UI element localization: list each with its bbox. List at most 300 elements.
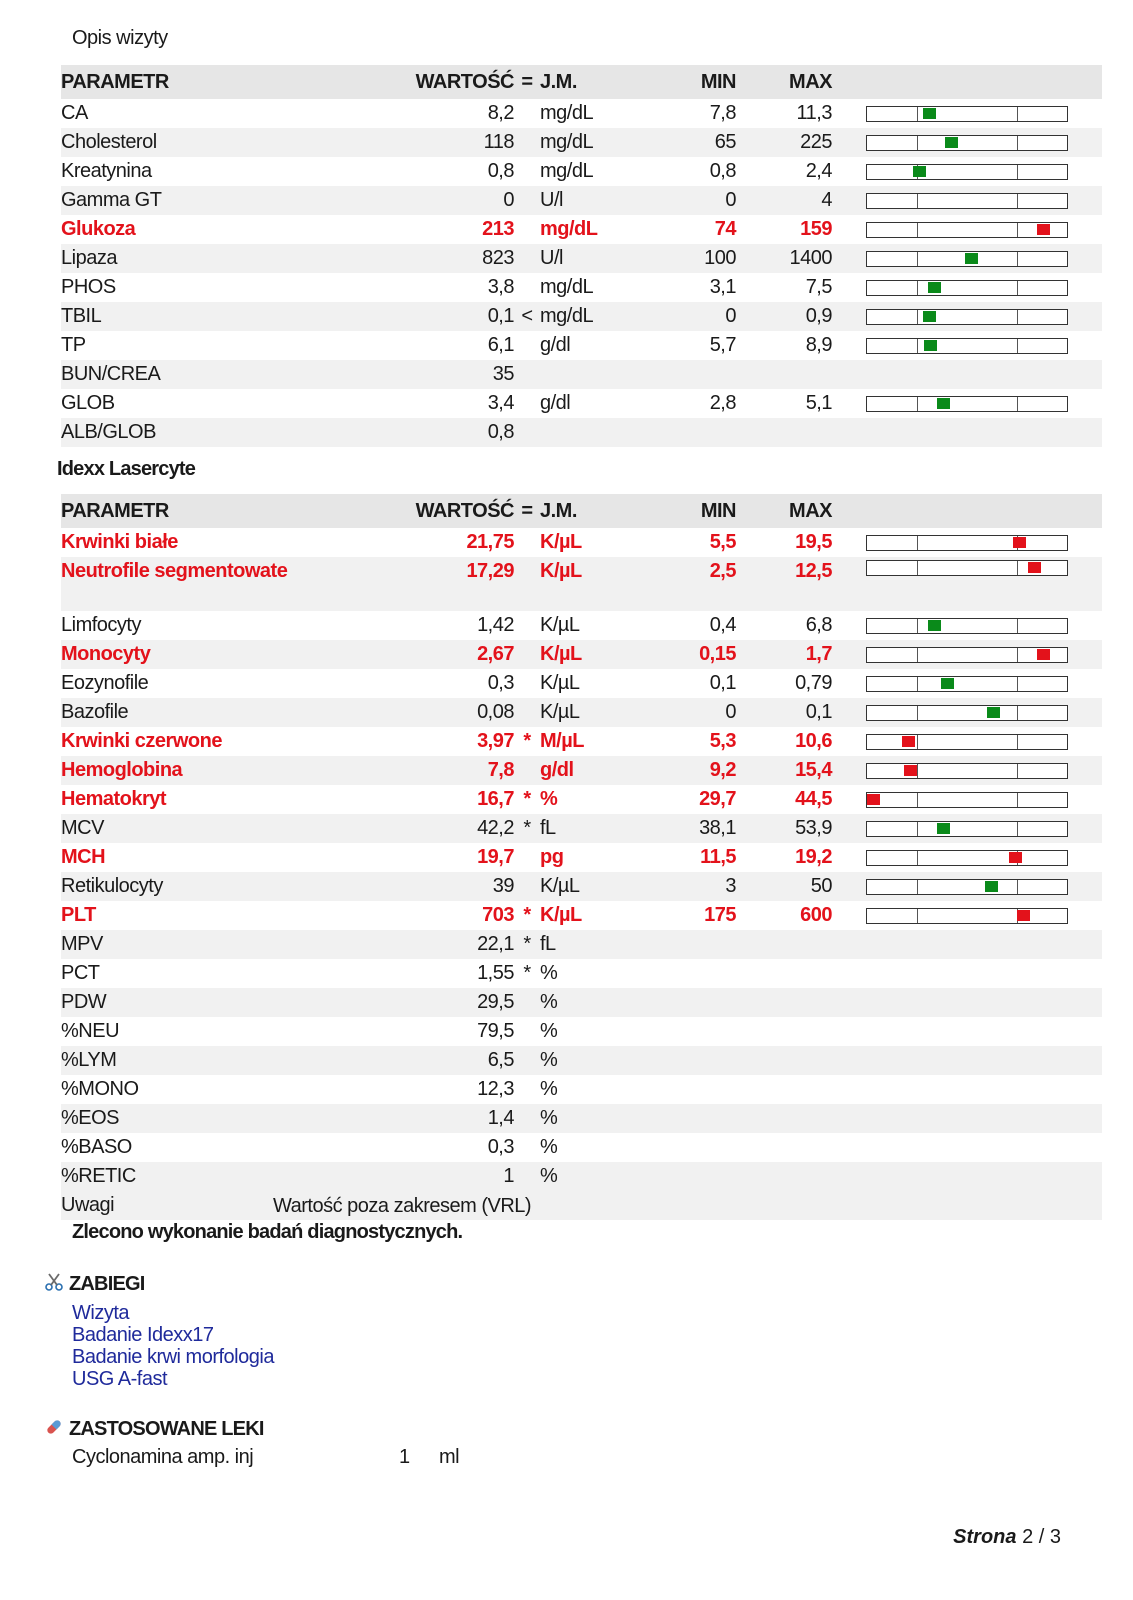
param-min: 175 — [704, 904, 736, 926]
range-marker — [985, 881, 998, 892]
param-unit: U/l — [540, 186, 630, 215]
table-header-row — [61, 494, 1102, 528]
range-marker — [937, 398, 950, 409]
param-unit: g/dl — [540, 756, 630, 785]
header-unit: J.M. — [540, 494, 630, 528]
range-min-tick — [917, 536, 918, 550]
param-name: PCT — [61, 962, 100, 984]
param-value: 118 — [341, 128, 514, 157]
param-min: 74 — [714, 218, 736, 240]
range-marker — [1037, 649, 1050, 660]
header-range — [832, 65, 1102, 99]
range-bar — [866, 618, 1068, 634]
param-unit: K/µL — [540, 557, 630, 611]
param-min: 0,4 — [709, 614, 736, 636]
param-max: 8,9 — [805, 334, 832, 356]
param-name: PLT — [61, 904, 96, 926]
table-row — [61, 99, 1102, 128]
param-name: MCH — [61, 846, 106, 868]
range-cell — [832, 1017, 1102, 1046]
procedure-item: Wizyta — [72, 1302, 129, 1324]
range-min-tick — [917, 310, 918, 324]
ordered-note: Zlecono wykonanie badań diagnostycznych. — [72, 1221, 463, 1243]
param-min: 9,2 — [630, 756, 736, 785]
param-value: 6,5 — [341, 1046, 514, 1075]
param-unit: pg — [540, 846, 564, 868]
range-max-tick — [1017, 706, 1018, 720]
param-max — [736, 1017, 832, 1046]
param-max: 159 — [800, 218, 832, 240]
param-value: 79,5 — [477, 1020, 514, 1042]
range-marker — [923, 108, 936, 119]
param-min: 0 — [630, 698, 736, 727]
param-max: 12,5 — [736, 557, 832, 611]
param-flag-symbol: * — [514, 814, 540, 843]
param-name: Retikulocyty — [61, 872, 341, 901]
param-flag-symbol — [514, 528, 540, 557]
page-total: 3 — [1049, 1526, 1061, 1548]
table-row — [61, 785, 1102, 814]
param-max — [736, 1104, 832, 1133]
table-row — [61, 1133, 1102, 1162]
header-eq: = — [514, 65, 540, 99]
param-unit: K/µL — [540, 698, 630, 727]
param-unit: K/µL — [540, 872, 630, 901]
param-name: CA — [61, 102, 88, 124]
param-unit: U/l — [540, 244, 630, 273]
param-flag-symbol — [514, 1017, 540, 1046]
range-max-tick — [1017, 880, 1018, 894]
param-min — [630, 1133, 736, 1162]
range-bar — [866, 647, 1068, 663]
procedure-item: Badanie krwi morfologia — [72, 1346, 274, 1368]
param-flag-symbol — [514, 360, 540, 389]
param-min — [630, 930, 736, 959]
param-max: 11,3 — [796, 102, 832, 124]
range-min-tick — [917, 281, 918, 295]
range-max-tick — [1017, 194, 1018, 208]
param-unit: % — [540, 1046, 630, 1075]
param-min: 5,5 — [709, 531, 736, 553]
param-flag-symbol — [514, 640, 540, 669]
param-unit: K/µL — [540, 614, 580, 636]
table-row — [61, 157, 1102, 186]
param-min — [630, 1046, 736, 1075]
range-cell — [832, 215, 1102, 244]
param-name: %LYM — [61, 1046, 341, 1075]
param-unit: % — [540, 988, 630, 1017]
param-flag-symbol — [514, 611, 540, 640]
param-min — [630, 1075, 736, 1104]
param-name: MCV — [61, 814, 341, 843]
table-row — [61, 756, 1102, 785]
param-name: Kreatynina — [61, 160, 152, 182]
param-min: 0 — [630, 302, 736, 331]
range-marker — [1009, 852, 1022, 863]
biochemistry-table — [61, 65, 1102, 447]
lasercyte-title: Idexx Lasercyte — [57, 458, 196, 480]
param-value: 19,7 — [477, 846, 514, 868]
range-min-tick — [917, 619, 918, 633]
table-row — [61, 1162, 1102, 1191]
range-cell — [832, 872, 1102, 901]
param-min — [630, 1017, 736, 1046]
range-bar — [866, 396, 1068, 412]
param-name: Bazofile — [61, 698, 341, 727]
range-max-tick — [1017, 136, 1018, 150]
range-cell — [832, 669, 1102, 698]
page-number — [953, 1526, 1061, 1549]
param-flag-symbol — [514, 418, 540, 447]
range-cell — [832, 1075, 1102, 1104]
range-cell — [832, 785, 1102, 814]
param-name: %NEU — [61, 1020, 120, 1042]
param-name: %RETIC — [61, 1162, 341, 1191]
param-min — [630, 360, 736, 389]
range-cell — [832, 611, 1102, 640]
table-row — [61, 1104, 1102, 1133]
param-flag-symbol — [514, 843, 540, 872]
header-range — [832, 494, 1102, 528]
param-value: 0,08 — [341, 698, 514, 727]
param-value: 17,29 — [341, 557, 514, 611]
range-cell — [832, 1046, 1102, 1075]
param-value: 0,3 — [487, 1136, 514, 1158]
param-value: 2,67 — [341, 640, 514, 669]
param-flag-symbol — [514, 389, 540, 418]
medication-row — [72, 1446, 459, 1469]
param-flag-symbol: * — [523, 962, 531, 984]
range-max-tick — [1017, 822, 1018, 836]
header-param: PARAMETR — [61, 65, 341, 99]
param-min — [630, 959, 736, 988]
range-cell — [832, 273, 1102, 302]
table-row — [61, 1046, 1102, 1075]
param-unit: % — [540, 1104, 630, 1133]
header-param: PARAMETR — [61, 494, 341, 528]
param-flag-symbol — [514, 1162, 540, 1191]
table-row — [61, 128, 1102, 157]
table-row — [61, 930, 1102, 959]
range-max-tick — [1017, 677, 1018, 691]
table-header-row — [61, 65, 1102, 99]
param-max — [736, 1162, 832, 1191]
range-cell — [832, 1104, 1102, 1133]
range-marker — [965, 253, 978, 264]
range-cell — [832, 360, 1102, 389]
param-unit — [540, 418, 630, 447]
range-cell — [832, 1162, 1102, 1191]
table-row — [61, 302, 1102, 331]
param-value: 6,1 — [487, 334, 514, 356]
range-marker — [1037, 224, 1050, 235]
range-max-tick — [1017, 252, 1018, 266]
range-bar — [866, 676, 1068, 692]
param-value: 7,8 — [341, 756, 514, 785]
table-row — [61, 872, 1102, 901]
param-name: MPV — [61, 930, 341, 959]
param-name: Glukoza — [61, 218, 136, 240]
param-max: 15,4 — [736, 756, 832, 785]
table-row — [61, 331, 1102, 360]
param-value: 0,1 — [341, 302, 514, 331]
range-cell — [832, 557, 1102, 611]
page-current: 2 — [1022, 1526, 1034, 1548]
param-max: 0,9 — [736, 302, 832, 331]
param-unit: g/dl — [540, 334, 571, 356]
param-unit: mg/dL — [540, 128, 630, 157]
range-marker — [913, 166, 926, 177]
param-flag-symbol — [514, 1046, 540, 1075]
range-cell — [832, 814, 1102, 843]
param-flag-symbol — [514, 698, 540, 727]
param-max: 6,8 — [805, 614, 832, 636]
param-unit — [540, 360, 630, 389]
param-name: Gamma GT — [61, 186, 341, 215]
param-value: 21,75 — [466, 531, 514, 553]
header-value: WARTOŚĆ — [341, 494, 514, 528]
param-min: 0,15 — [630, 640, 736, 669]
range-bar — [866, 251, 1068, 267]
param-max: 44,5 — [795, 788, 832, 810]
table-row — [61, 698, 1102, 727]
param-name: Neutrofile segmentowate — [61, 557, 341, 611]
param-unit: fL — [540, 814, 630, 843]
range-cell — [832, 128, 1102, 157]
param-min: 5,3 — [709, 730, 736, 752]
range-bar — [866, 309, 1068, 325]
param-name: Monocyty — [61, 640, 341, 669]
table-row — [61, 669, 1102, 698]
param-flag-symbol — [514, 756, 540, 785]
param-max: 225 — [736, 128, 832, 157]
table-row — [61, 244, 1102, 273]
param-flag-symbol — [514, 157, 540, 186]
range-marker — [904, 765, 917, 776]
param-max — [736, 418, 832, 447]
param-min: 3 — [630, 872, 736, 901]
param-value: 12,3 — [477, 1078, 514, 1100]
page-label: Strona — [953, 1526, 1017, 1548]
range-bar — [866, 535, 1068, 551]
table-row — [61, 611, 1102, 640]
param-min: 100 — [630, 244, 736, 273]
param-unit: K/µL — [540, 904, 582, 926]
range-max-tick — [1017, 619, 1018, 633]
param-min: 0,1 — [709, 672, 736, 694]
param-value: 3,97 — [477, 730, 514, 752]
range-min-tick — [917, 107, 918, 121]
param-min: 3,1 — [709, 276, 736, 298]
range-cell — [832, 331, 1102, 360]
range-max-tick — [1017, 397, 1018, 411]
range-bar — [866, 908, 1068, 924]
param-value: 3,8 — [487, 276, 514, 298]
param-max — [736, 930, 832, 959]
range-bar — [866, 821, 1068, 837]
param-unit: M/µL — [540, 730, 584, 752]
param-max: 53,9 — [736, 814, 832, 843]
param-name: PDW — [61, 988, 341, 1017]
header-max: MAX — [736, 494, 832, 528]
range-bar — [866, 792, 1068, 808]
range-marker — [923, 311, 936, 322]
param-max — [736, 988, 832, 1017]
range-marker — [1028, 562, 1041, 573]
param-flag-symbol: * — [514, 930, 540, 959]
range-min-tick — [917, 677, 918, 691]
param-unit: % — [540, 788, 558, 810]
param-name: Hematokryt — [61, 788, 167, 810]
range-bar — [866, 106, 1068, 122]
range-max-tick — [1017, 648, 1018, 662]
param-max: 19,5 — [795, 531, 832, 553]
table-row — [61, 418, 1102, 447]
table-row — [61, 1075, 1102, 1104]
table-row — [61, 215, 1102, 244]
range-bar — [866, 338, 1068, 354]
table-row — [61, 528, 1102, 557]
medication-qty: 1 — [399, 1446, 410, 1468]
table-row — [61, 640, 1102, 669]
range-min-tick — [917, 561, 918, 575]
param-flag-symbol: * — [523, 904, 531, 926]
range-cell — [832, 1133, 1102, 1162]
range-min-tick — [917, 648, 918, 662]
range-cell — [832, 418, 1102, 447]
range-marker — [924, 340, 937, 351]
header-value: WARTOŚĆ — [341, 65, 514, 99]
param-max: 2,4 — [805, 160, 832, 182]
header-min: MIN — [630, 494, 736, 528]
param-max: 5,1 — [805, 392, 832, 414]
range-bar — [866, 164, 1068, 180]
range-marker — [902, 736, 915, 747]
range-cell — [832, 186, 1102, 215]
range-min-tick — [917, 136, 918, 150]
range-marker — [937, 823, 950, 834]
param-unit: mg/dL — [540, 302, 630, 331]
range-marker — [928, 282, 941, 293]
range-min-tick — [917, 851, 918, 865]
procedure-item: USG A-fast — [72, 1368, 168, 1390]
param-name: TBIL — [61, 302, 341, 331]
param-min: 65 — [630, 128, 736, 157]
param-flag-symbol — [514, 273, 540, 302]
param-value: 703 — [482, 904, 514, 926]
param-min: 2,8 — [709, 392, 736, 414]
param-value: 823 — [341, 244, 514, 273]
param-max: 50 — [736, 872, 832, 901]
param-name: Lipaza — [61, 244, 341, 273]
param-flag-symbol: < — [514, 302, 540, 331]
param-flag-symbol — [514, 128, 540, 157]
param-flag-symbol: * — [523, 730, 531, 752]
range-marker — [945, 137, 958, 148]
table-row — [61, 273, 1102, 302]
param-max: 19,2 — [795, 846, 832, 868]
param-max: 0,79 — [795, 672, 832, 694]
header-max: MAX — [736, 65, 832, 99]
range-min-tick — [917, 793, 918, 807]
table-row — [61, 1017, 1102, 1046]
range-max-tick — [1017, 107, 1018, 121]
range-bar — [866, 705, 1068, 721]
param-flag-symbol — [514, 244, 540, 273]
param-flag-symbol — [514, 186, 540, 215]
lasercyte-table — [61, 494, 1102, 1220]
range-min-tick — [917, 339, 918, 353]
range-min-tick — [917, 194, 918, 208]
param-unit: % — [540, 1078, 558, 1100]
param-name: TP — [61, 334, 86, 356]
param-name: Cholesterol — [61, 128, 341, 157]
range-cell — [832, 389, 1102, 418]
param-name: %BASO — [61, 1136, 132, 1158]
range-cell — [832, 901, 1102, 930]
param-value: 42,2 — [341, 814, 514, 843]
table-row — [61, 959, 1102, 988]
param-flag-symbol — [514, 99, 540, 128]
param-name: %MONO — [61, 1078, 139, 1100]
range-max-tick — [1017, 281, 1018, 295]
param-name: GLOB — [61, 392, 115, 414]
param-min — [630, 418, 736, 447]
param-value: 29,5 — [341, 988, 514, 1017]
param-value: 3,4 — [487, 392, 514, 414]
param-min: 5,7 — [709, 334, 736, 356]
param-max: 7,5 — [805, 276, 832, 298]
param-max: 10,6 — [795, 730, 832, 752]
param-min — [630, 1162, 736, 1191]
param-unit: K/µL — [540, 531, 582, 553]
param-max — [736, 1046, 832, 1075]
medication-name: Cyclonamina amp. inj — [72, 1446, 254, 1468]
range-bar — [866, 135, 1068, 151]
param-max: 600 — [800, 904, 832, 926]
range-min-tick — [917, 223, 918, 237]
param-min: 38,1 — [630, 814, 736, 843]
table-row — [61, 360, 1102, 389]
param-unit: % — [540, 1020, 558, 1042]
range-cell — [832, 302, 1102, 331]
range-cell — [832, 959, 1102, 988]
param-flag-symbol — [514, 669, 540, 698]
table-row — [61, 186, 1102, 215]
param-min — [630, 988, 736, 1017]
param-value: 0,8 — [341, 418, 514, 447]
range-min-tick — [917, 764, 918, 778]
uwagi-label: Uwagi — [61, 1194, 115, 1216]
param-unit: mg/dL — [540, 218, 598, 240]
range-min-tick — [917, 909, 918, 923]
range-min-tick — [917, 706, 918, 720]
param-name: BUN/CREA — [61, 360, 341, 389]
param-min: 7,8 — [709, 102, 736, 124]
table-row — [61, 988, 1102, 1017]
param-name: ALB/GLOB — [61, 418, 341, 447]
range-marker — [941, 678, 954, 689]
table-row — [61, 901, 1102, 930]
range-cell — [832, 843, 1102, 872]
range-cell — [832, 640, 1102, 669]
table-row — [61, 814, 1102, 843]
param-unit: mg/dL — [540, 102, 594, 124]
header-eq: = — [514, 494, 540, 528]
header-min: MIN — [630, 65, 736, 99]
table-row — [61, 389, 1102, 418]
range-cell — [832, 727, 1102, 756]
